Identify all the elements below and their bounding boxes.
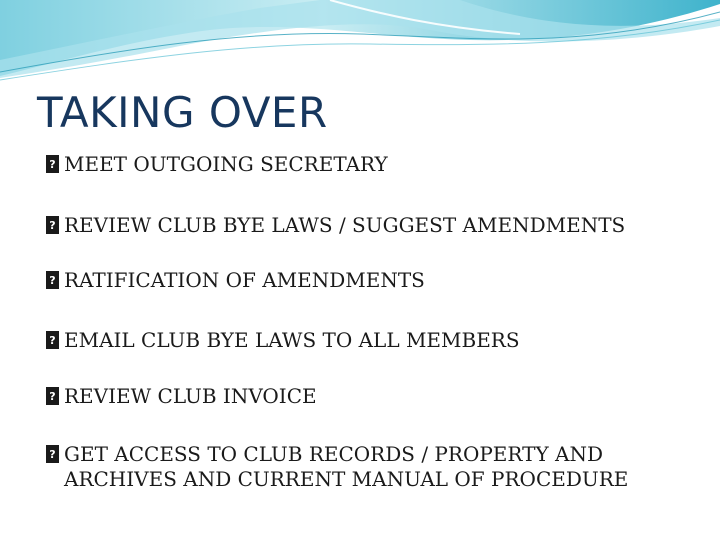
bullet-text: EMAIL CLUB BYE LAWS TO ALL MEMBERS (64, 328, 520, 352)
bullet-text: REVIEW CLUB BYE LAWS / SUGGEST AMENDMENTS (64, 213, 626, 237)
bullet-text: RATIFICATION OF AMENDMENTS (64, 268, 425, 292)
bullet-icon: ? (46, 331, 59, 349)
list-item (46, 213, 625, 238)
list-item (46, 328, 520, 353)
list-item (46, 152, 388, 177)
list-item (46, 442, 706, 492)
bullet-icon: ? (46, 155, 59, 173)
bullet-icon: ? (46, 387, 59, 405)
list-item (46, 384, 317, 409)
bullet-icon: ? (46, 271, 59, 289)
bullet-icon: ? (46, 216, 59, 234)
header-wave-decoration (0, 0, 720, 90)
bullet-text: MEET OUTGOING SECRETARY (64, 152, 388, 176)
list-item (46, 268, 425, 293)
bullet-text: GET ACCESS TO CLUB RECORDS / PROPERTY AND ARCHIVES AND CURRENT MANUAL OF PROCEDURE (64, 442, 629, 491)
slide-title: TAKING OVER (37, 88, 328, 137)
bullet-icon: ? (46, 445, 59, 463)
bullet-text: REVIEW CLUB INVOICE (64, 384, 317, 408)
